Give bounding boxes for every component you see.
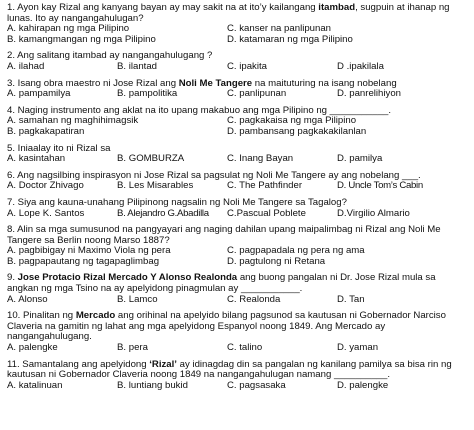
choice-c: C. kanser na panlipunan — [227, 24, 332, 35]
question-10-stem — [7, 311, 468, 343]
choice-b: B. ilantad — [117, 61, 158, 72]
question-text: ang buong pangalan ni Dr. Jose Rizal mula sa angkan ng mga Tsino na ay apelyidong pinagmulan ay ___________. — [7, 272, 436, 295]
question-9-stem — [7, 273, 468, 294]
question-bold-term: Mercado — [75, 310, 116, 322]
question-bold-term: ‘Rizal’ — [149, 358, 177, 370]
question-5-stem: 5. Iniaalay ito ni Rizal sa — [7, 142, 111, 154]
choice-a: A. samahan ng maghihimagsik — [7, 116, 139, 127]
choice-c: C. talino — [227, 343, 263, 354]
question-text: 1. Ayon kay Rizal ang kanyang bayan ay may sakit na at ito’y kailangang — [7, 2, 319, 13]
choice-d: D. palengke — [337, 380, 389, 391]
choice-d: D .ipakilala — [337, 61, 384, 72]
question-text: 11. Samantalang ang apelyidong — [7, 358, 150, 370]
choice-b: B. pampolitika — [117, 89, 178, 100]
question-text: 3. Isang obra maestro ni Jose Rizal ang — [7, 77, 179, 89]
choice-a: A. kahirapan ng mga Pilipino — [7, 24, 130, 35]
question-11-stem — [7, 360, 468, 381]
choice-c: C. panlipunan — [227, 89, 287, 100]
choice-b: B. GOMBURZA — [117, 154, 185, 165]
question-text: ang orihinal na apelyido bilang pagsunod sa kautusan ni Gobernador Narciso Claveria na gamitin ng lahat ang mga apelyidong Espanyol noong 1849. Ang Mercado ay nangangahulugang. — [7, 310, 446, 343]
question-1-stem — [7, 3, 468, 24]
choice-b: B. pagpapautang ng tagapaglimbag — [7, 256, 160, 267]
choice-c: C. The Pathfinder — [227, 181, 303, 192]
choice-b: B. Les Misarables — [117, 181, 194, 192]
question-2 — [7, 51, 468, 72]
question-4-stem: 4. Naging instrumento ang aklat na ito upang makabuo ang mga Pilipino ng ___________. — [7, 104, 392, 116]
choice-d: D.Virgilio Almario — [337, 208, 410, 219]
choice-a: A. Lope K. Santos — [7, 208, 85, 219]
choice-a: A. Alonso — [7, 294, 48, 305]
choice-a: A. pagbibigay ni Maximo Viola ng pera — [7, 246, 171, 257]
choice-b: B. Alejandro G.Abadilla — [117, 208, 209, 219]
choice-c: C. Realonda — [227, 294, 281, 305]
question-6 — [7, 171, 468, 192]
question-5 — [7, 144, 468, 165]
choice-c: C. ipakita — [227, 61, 267, 72]
question-6-stem: 6. Ang nagsilbing inspirasyon ni Jose Rizal sa pagsulat ng Noli Me Tangere ay ang nobelang ___. — [7, 169, 421, 181]
choice-b: B. Lamco — [117, 294, 158, 305]
choice-a: A. ilahad — [7, 61, 45, 72]
question-4 — [7, 106, 468, 138]
choice-a: A. palengke — [7, 343, 58, 354]
choice-c: C. Inang Bayan — [227, 154, 294, 165]
question-9 — [7, 273, 468, 305]
choice-c: C.Pascual Poblete — [227, 208, 306, 219]
choice-d: D. pagtulong ni Retana — [227, 256, 326, 267]
choice-d: D. Tan — [337, 294, 365, 305]
question-11 — [7, 360, 468, 392]
question-7-stem: 7. Siya ang kauna-unahang Pilipinong nagsalin ng Noli Me Tangere sa Tagalog? — [7, 196, 347, 208]
question-3 — [7, 79, 468, 100]
question-text: ay idinagdag din sa pangalan ng kanilang pamilya sa bisa rin ng kautusan ni Gobernador Claveria noong 1849 na nangangahulugan namang __________. — [7, 358, 452, 381]
question-bold-term: itambad — [318, 2, 356, 13]
choice-c: C. pagpapadala ng pera ng ama — [227, 246, 365, 257]
choice-d: D. panrelihiyon — [337, 89, 401, 100]
choice-d: D. Uncle Tom’s Cabin — [337, 181, 423, 192]
choice-b: B. pera — [117, 343, 148, 354]
question-10 — [7, 311, 468, 353]
choice-c: C. pagkakaisa ng mga Pilipino — [227, 116, 357, 127]
choice-d: D. pambansang pagkakakilanlan — [227, 126, 367, 137]
question-text: , sugpuin at ihanap ng lunas. Ito ay nangangahulugan? — [7, 2, 450, 24]
question-text: 10. Pinalitan ng — [7, 310, 76, 322]
question-bold-term: Noli Me Tangere — [178, 77, 253, 89]
choice-b: B. pagkakapatiran — [7, 126, 85, 137]
choice-b: B. kamangmangan ng mga Pilipino — [7, 34, 156, 45]
question-8 — [7, 225, 468, 267]
choice-d: D. yaman — [337, 343, 379, 354]
choice-d: D. pamilya — [337, 154, 383, 165]
choice-a: A. pampamilya — [7, 89, 71, 100]
question-text: 9. — [7, 272, 18, 284]
question-text: na maituturing na isang nobelang — [252, 77, 397, 89]
choice-b: B. luntiang bukid — [117, 380, 188, 391]
question-1 — [7, 3, 468, 45]
question-3-stem — [7, 79, 468, 90]
question-bold-term: Jose Protacio Rizal Mercado Y Alonso Realonda — [17, 272, 238, 284]
choice-d: D. katamaran ng mga Pilipino — [227, 34, 353, 45]
question-7 — [7, 198, 468, 219]
choice-c: C. pagsasaka — [227, 380, 286, 391]
question-8-stem: 8. Alin sa mga sumusunod na pangyayari ang naging dahilan upang maipalimbag ni Rizal ang Noli Me Tangere sa Berlin noong Marso 1887? — [7, 224, 441, 246]
question-2-stem: 2. Ang salitang itambad ay nangangahulugang ? — [7, 50, 213, 62]
choice-a: A. Doctor Zhivago — [7, 181, 84, 192]
choice-a: A. katalinuan — [7, 380, 63, 391]
choice-a: A. kasintahan — [7, 154, 66, 165]
